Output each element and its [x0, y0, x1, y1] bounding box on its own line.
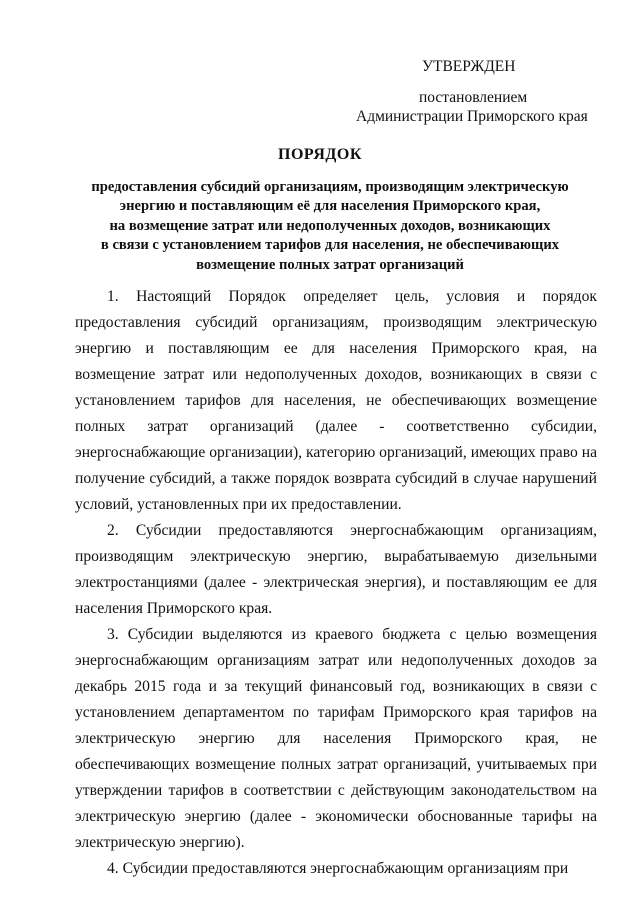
paragraph-4: 4. Субсидии предоставляются энергоснабжающим организациям при [107, 860, 569, 877]
approval-heading: УТВЕРЖДЕН [422, 58, 516, 75]
paragraph-1: 1. Настоящий Порядок определяет цель, условия и порядок предоставления субсидий организациям, производящим электрическую энергию и поставляющим ее для населения Приморского края, на возмещение затрат или недополученных доходов, возникающих в связи с установлением тарифов для населения, не обеспечивающих возмещение полных затрат организаций (далее - соответственно субсидии, энергоснабжающие организации), категорию организаций, имеющих право на получение субсидий, а также порядок возврата субсидий в случае нарушений условий, установленных при их предоставлении. [75, 288, 597, 513]
document-title: ПОРЯДОК [278, 146, 362, 163]
subtitle-line: энергию и поставляющим её для населения Приморского края, [119, 198, 541, 215]
subtitle-line: возмещение полных затрат организаций [196, 256, 464, 273]
document-body [75, 284, 597, 882]
paragraph-2: 2. Субсидии предоставляются энергоснабжающим организациям, производящим электрическую энергию, вырабатываемую дизельными электростанциями (далее - электрическая энергия), и поставляющим ее для населения Приморского края. [75, 522, 597, 617]
subtitle-line: на возмещение затрат или недополученных доходов, возникающих [109, 217, 551, 234]
approval-line-authority: Администрации Приморского края [356, 108, 588, 125]
subtitle-line: в связи с установлением тарифов для населения, не обеспечивающих [100, 237, 560, 254]
approval-line-resolution: постановлением [419, 89, 528, 106]
paragraph-3: 3. Субсидии выделяются из краевого бюджета с целью возмещения энергоснабжающим организациям затрат или недополученных доходов за декабрь 2015 года и за текущий финансовый год, возникающих в связи с установлением департаментом по тарифам Приморского края тарифов на электрическую энергию для населения Приморского края, не обеспечивающих возмещение полных затрат организаций, учитываемых при утверждении тарифов в соответствии с действующим законодательством на электрическую энергию (далее - экономически обоснованные тарифы на электрическую энергию). [75, 626, 597, 851]
subtitle-line: предоставления субсидий организациям, производящим электрическую [91, 179, 569, 195]
document-subtitle [60, 178, 600, 275]
